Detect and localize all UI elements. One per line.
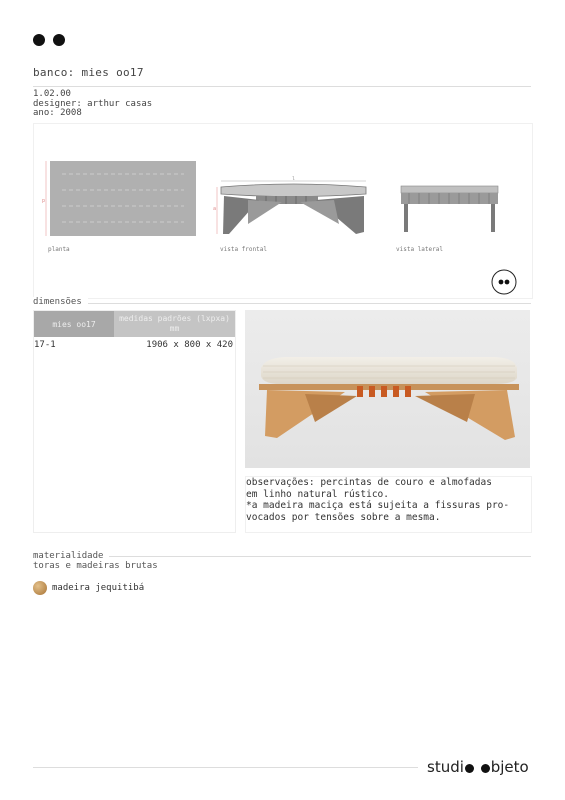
product-meta [33,90,152,119]
product-title: banco: mies oo17 [33,66,144,79]
front-dim-a: a [213,206,217,212]
material-swatch-wood [33,581,47,595]
materials-section [33,551,158,571]
notes-line-3: *a madeira maciça está sujeita a fissuras pro- [246,500,510,511]
side-view-drawing [401,186,498,232]
product-photo [245,310,530,468]
notes-line-4: vocados por tensões sobre a mesma. [246,511,441,523]
technical-drawings-panel [33,123,533,299]
material-item-name: madeira jequitibá [52,583,145,593]
product-designer: designer: arthur casas [33,98,153,109]
product-code: 1.02.00 [33,89,71,99]
logo-dot-left [33,34,45,46]
plan-dim-p: p [42,198,46,204]
materials-subtitle: toras e madeiras brutas [33,561,158,571]
brand-dot-1 [465,764,474,773]
brand-dot-2 [481,764,490,773]
product-notes [245,476,532,533]
table-cell-model: 17-1 [34,340,56,350]
dimensions-section-label: dimensões [33,297,88,307]
bench-photo-illustration [245,310,530,468]
front-view-label: vista frontal [220,246,267,253]
plan-view-drawing [46,161,196,236]
front-dim-l: l [292,176,296,182]
title-divider [33,86,531,87]
notes-line-2: em linho natural rústico. [246,488,389,500]
materials-section-label: materialidade [33,551,109,561]
circle-logo-icon [492,270,516,294]
notes-line-1: observações: percintas de couro e almofadas [246,477,492,488]
brand-part-1: studi [427,758,464,776]
logo-dot-right [53,34,65,46]
table-header-size: medidas padrões (lxpxa) mm [114,311,235,337]
side-view-label: vista lateral [396,246,443,253]
brand-wordmark [427,758,529,776]
footer-divider [33,767,418,768]
table-cell-size: 1906 x 800 x 420 [146,340,233,350]
dimensions-divider [33,303,531,304]
technical-drawings-svg [34,124,532,298]
front-view-drawing [217,181,366,234]
brand-logo-dots [33,34,65,46]
product-year: ano: 2008 [33,108,82,118]
brand-part-2: bjeto [490,758,529,776]
dimensions-table [33,310,236,533]
table-header-model: mies oo17 [34,311,114,337]
plan-view-label: planta [48,246,70,253]
